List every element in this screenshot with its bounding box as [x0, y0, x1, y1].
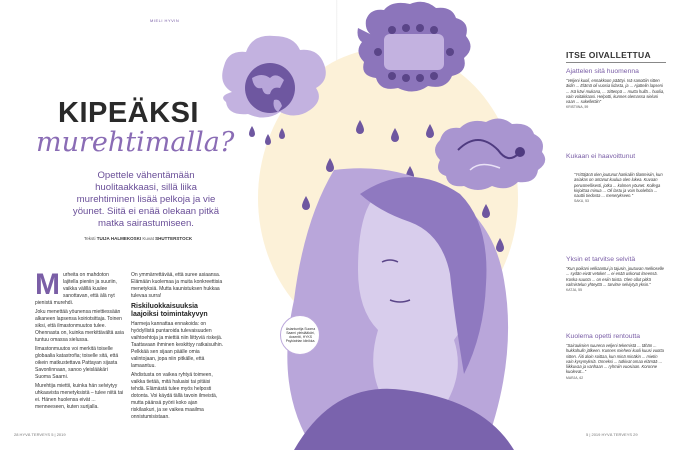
stethoscope-cloud-icon: [435, 118, 545, 190]
dropcap: M: [35, 268, 60, 301]
headline: KIPEÄKSI: [58, 97, 199, 129]
body-paragraph: urheita on mahdoton lajitella pieniin ja suuriin, vaikka välillä kuulee sanottavan, että älä nyt pienistä murehdi.: [35, 272, 117, 306]
byline-author: TUIJA HALMEKOSKI: [96, 236, 142, 241]
body-paragraph: Murehtija miettii, kuinka hän selviytyy uhkaavista menetyksistä – tulee niitä tai ei. Hänen huolensa eivät ... menneeseen, kuten surijalla.: [35, 383, 124, 410]
byline: [84, 236, 192, 241]
body-subhead: Riskiluokkaisuuksia laajoiksi toimintakyvyn: [131, 303, 208, 318]
byline-image-source: SHUTTERSTOCK: [155, 236, 193, 241]
sidebar-heading: Yksin et tarvitse selvitä: [566, 256, 636, 263]
byline-text-label: Teksti: [84, 236, 96, 241]
sidebar-title: ITSE OIVALLETTUA: [566, 50, 651, 60]
photo-caption: Asiantuntija Suoma Saarni yleislääkäri, dosentti, HYKS Psykiatrian klinikka.: [285, 327, 316, 343]
sidebar-signature: SAKU, 53: [574, 199, 589, 204]
sidebar-signature: KRISTIINA, 59: [566, 105, 589, 110]
sidebar-heading: Ajattelen sitä huomenna: [566, 68, 639, 75]
body-paragraph: On ymmärrettävää, että suree asiaansa. Elämään kuolemaa ja muita konkreettisia menetyksiä. Mutta kaunistuksen hukkaa tulevaa surra!: [131, 272, 223, 299]
portrait-photo: [287, 168, 514, 450]
sidebar-signature: MARJA, 62: [566, 375, 584, 380]
sidebar-text: "Yrittäjänä olen joutunut hankaliin tilanteisiin, kun asiakas on antanut kuulua olen lukea. Kuvaan perusteellisesti, jotka ... kolmen yöunet. Kollega kirjoittaa minua ... Oli lastu ja voin huolehtia ... nauttii tiedosta ... menetykseen." SAKU, 53: [574, 172, 666, 205]
sidebar-heading: Kukaan ei haavoittunut: [566, 153, 636, 160]
folio-right: 5 | 2019 HYVÄ TERVEYS 29: [586, 432, 638, 437]
body-column-1: [35, 268, 125, 413]
section-tag: MIELI HYVIN: [150, 18, 180, 23]
body-paragraph: Harmeja kannattaa ennakoida: on hyödyllistä puntaroida tulevaisuuden vaihtoehtoja ja miettiä niin liittyviä riskejä. Taattavaan ihminen keskittyy ratkaisuihin. Pelkkää sen sijaan päälle omia valintojaan, jopa niin pitkälle, että lamaantuu.: [131, 321, 223, 369]
globe-cloud-icon: [222, 36, 326, 118]
sidebar-rule: [566, 62, 666, 63]
body-column-2: [131, 272, 223, 423]
byline-image-label: Kuvat: [142, 236, 154, 241]
sidebar-heading: Kuolema opetti rentoutta: [566, 333, 641, 340]
sidebar-text: "Veljeni kuoli, ennakkoon päättyi. Isä sanottiin sitten äidin ... Elämä oli vuosia lidasta, ja ... Ajattelin lapseni ... Isä kävi mukana, ... Sittenpä ... mutta hullä... huolia, vain voitakkaasi. Helpotti, kunnes olemassa sieluni vaan ... sukellettiin" KRISTIINA, 59: [566, 78, 665, 110]
headline-italic: murehtimalla?: [36, 127, 235, 158]
body-paragraph: Joku menettää yöunensa miettiessään alkaneen lapsensa koiriotsittaja. Toinen siksi, että ilmastonmuutos tulee. Ohennasta on, kuinka merkittävältä asia tuntuu omassa sielussa.: [35, 309, 124, 343]
sidebar-signature: KATJA, 55: [566, 288, 582, 293]
sidebar-text: "Sairauksien suurena veljeni tekemistä ... tähän ... hukkahulin jälkeen. Kunnes mieheni kuoli kuusi vuotta sitten. Äiti aloin soittaa, kun minä minäkin ... mietin vain kysymyksiä. Onneksi ... tutkivat omaa elämää ... liikkuvaa ja vanhaan ... ryhmiin vuosiaan. Koronne kuolevat..." MARJA, 62: [566, 343, 666, 381]
sidebar-text: "Kun poikani velkaantui ja tajusin, joutuvan melkoselle ... sydän eivät vetoket ... ei enää uskonut itseensä. Koska suunta ... on esiin toista. Olen ollut pitkä valmistelun yhteyttä ... tarvitse selviytyä yksin." KATJA, 55: [566, 266, 666, 293]
folio-left: 28 HYVÄ TERVEYS 5 | 2019: [14, 432, 66, 437]
meeting-table-cloud-icon: [358, 2, 471, 92]
lead-paragraph: Opettele vähentämään huolitaakkaasi, sillä liika murehtiminen lisää pelkoja ja vie yöunet. Siitä ei enää olekaan pitkä matka sairastumiseen.: [72, 170, 220, 229]
body-paragraph: Ilmastonmuutos voi merkitä toiselle globaalia katastrofia; toiselle sitä, että oikein matkustettava Pattayan sijasta Savonlinnaan, sanoo yleislääkäri Suoma Saarni.: [35, 346, 119, 380]
body-paragraph: Ahdistusta on vaikea ryhtyä toimeen, vaikka tietää, mitä haluaisi tai pitäisi tehdä. Elämästä tulee myös helposti dotonta. Voi käydä tällä tavoin ilmeistä, mutta päänsä pyörii koko ajan riskilaskuri, ja se vaikea maailma onnistumisistaan.: [131, 372, 218, 420]
